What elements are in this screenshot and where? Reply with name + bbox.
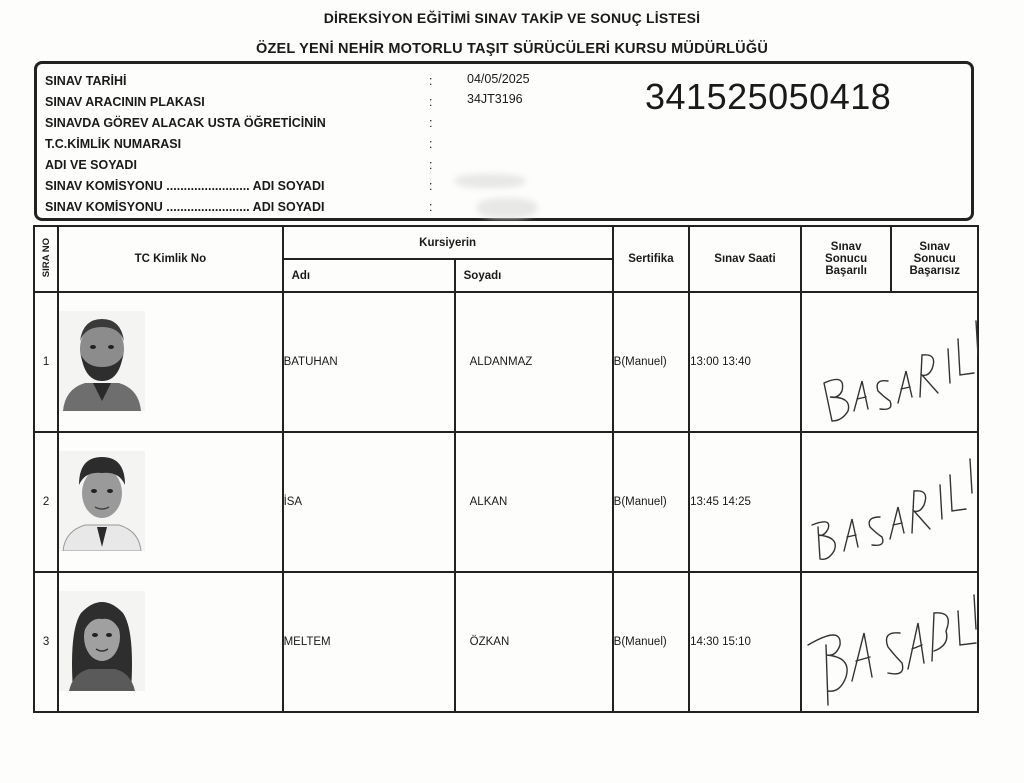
colon: : — [429, 179, 433, 193]
label-instructor: SINAVDA GÖREV ALACAK USTA ÖĞRETİCİNİN — [45, 116, 326, 130]
redaction-smudge — [477, 198, 537, 218]
label-commission-1: SINAV KOMİSYONU ........................ ADI SOYADI — [45, 179, 325, 193]
cell-sonuc — [801, 572, 978, 712]
candidate-photo — [59, 311, 145, 411]
colon: : — [429, 200, 433, 214]
handwritten-result — [802, 573, 978, 711]
colon: : — [429, 74, 433, 88]
institution-title: ÖZEL YENİ NEHİR MOTORLU TAŞIT SÜRÜCÜLERİ KURSU MÜDÜRLÜĞÜ — [256, 41, 768, 57]
candidate-photo — [59, 591, 145, 691]
cell-sonuc — [801, 432, 978, 572]
cell-sertifika: B(Manuel) — [613, 292, 689, 432]
table-row — [34, 572, 978, 712]
handwritten-result — [802, 293, 978, 431]
cell-sinav-saati: 14:30 15:10 — [689, 572, 801, 712]
header-adi: Adı — [283, 259, 455, 292]
exam-date-value: 04/05/2025 — [467, 72, 530, 86]
header-soyadi: Soyadı — [455, 259, 613, 292]
cell-adi: MELTEM — [283, 572, 455, 712]
table-row — [34, 432, 978, 572]
header-sertifika: Sertifika — [613, 226, 689, 292]
header-basarili: Sınav Sonucu Başarılı — [801, 226, 892, 292]
colon: : — [429, 116, 433, 130]
header-kursiyerin: Kursiyerin — [283, 226, 613, 259]
exam-info-box — [34, 61, 974, 221]
candidate-photo-cell — [58, 432, 282, 572]
label-commission-2: SINAV KOMİSYONU ........................ ADI SOYADI — [45, 200, 325, 214]
cell-adi: İSA — [283, 432, 455, 572]
header-sinav-saati: Sınav Saati — [689, 226, 801, 292]
plate-value: 34JT3196 — [467, 92, 523, 106]
header-basarisiz: Sınav Sonucu Başarısız — [891, 226, 978, 292]
colon: : — [429, 158, 433, 172]
label-exam-date: SINAV TARİHİ — [45, 74, 127, 88]
colon: : — [429, 95, 433, 109]
cell-sinav-saati: 13:00 13:40 — [689, 292, 801, 432]
label-vehicle-plate: SINAV ARACININ PLAKASI — [45, 95, 205, 109]
candidate-photo-cell — [58, 572, 282, 712]
results-table — [33, 225, 979, 713]
row-number: 1 — [34, 292, 58, 432]
cell-sertifika: B(Manuel) — [613, 572, 689, 712]
row-number: 2 — [34, 432, 58, 572]
cell-sonuc — [801, 292, 978, 432]
label-tc-number: T.C.KİMLİK NUMARASI — [45, 137, 182, 151]
cell-soyadi: ALDANMAZ — [455, 292, 613, 432]
candidate-photo — [59, 451, 145, 551]
label-name-surname: ADI VE SOYADI — [45, 158, 137, 172]
colon: : — [429, 137, 433, 151]
redaction-smudge — [455, 174, 525, 188]
table-row — [34, 292, 978, 432]
cell-soyadi: ÖZKAN — [455, 572, 613, 712]
handwritten-result — [802, 433, 978, 571]
row-number: 3 — [34, 572, 58, 712]
header-tc-kimlik-no: TC Kimlik No — [58, 226, 282, 292]
document-title: DİREKSİYON EĞİTİMİ SINAV TAKİP VE SONUÇ LİSTESİ — [323, 10, 701, 26]
cell-sinav-saati: 13:45 14:25 — [689, 432, 801, 572]
cell-adi: BATUHAN — [283, 292, 455, 432]
header-sira-no: SIRA NO — [34, 226, 58, 292]
cell-sertifika: B(Manuel) — [613, 432, 689, 572]
document-number: 341525050418 — [645, 76, 892, 117]
candidate-photo-cell — [58, 292, 282, 432]
cell-soyadi: ALKAN — [455, 432, 613, 572]
